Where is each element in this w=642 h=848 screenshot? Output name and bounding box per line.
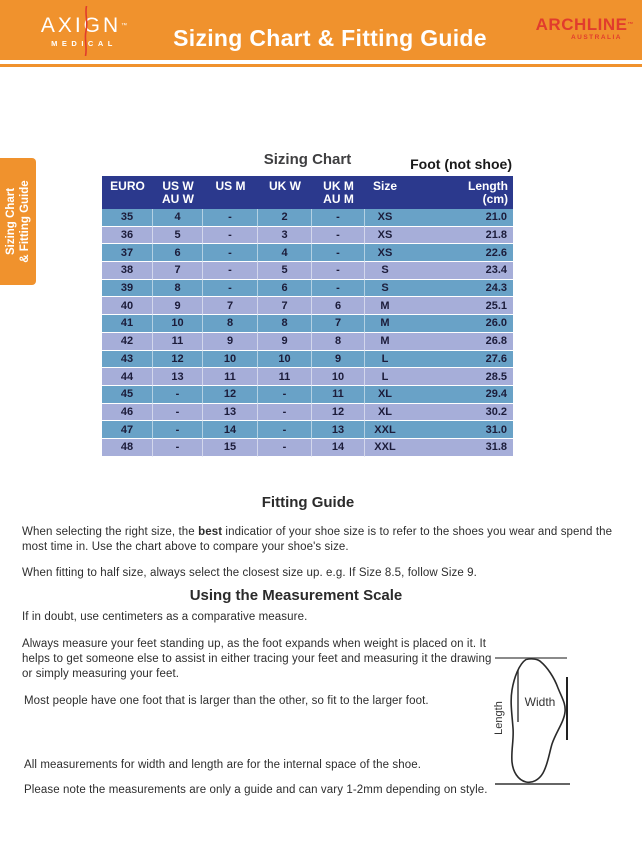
sizing-table bbox=[102, 176, 513, 457]
table-cell: XS bbox=[365, 227, 405, 245]
table-cell: 36 bbox=[102, 227, 153, 245]
table-cell: L bbox=[365, 351, 405, 369]
table-cell: 11 bbox=[203, 368, 258, 386]
axign-name-text: AXIGN bbox=[40, 14, 122, 37]
table-cell: 45 bbox=[102, 386, 153, 404]
col-header-length-line1: Length bbox=[468, 179, 508, 193]
table-cell: 4 bbox=[258, 244, 312, 262]
table-cell: 7 bbox=[153, 262, 203, 280]
table-cell: 42 bbox=[102, 333, 153, 351]
axign-tm-mark: ™ bbox=[121, 23, 128, 29]
table-cell: 47 bbox=[102, 421, 153, 439]
table-cell: 21.8 bbox=[405, 227, 513, 245]
table-cell: 12 bbox=[312, 404, 365, 422]
p1-bold-word: best bbox=[198, 526, 223, 538]
table-cell: 8 bbox=[258, 315, 312, 333]
archline-logo-subtitle: AUSTRALIA bbox=[570, 34, 622, 41]
header-divider-rule bbox=[0, 64, 642, 67]
table-cell: 10 bbox=[203, 351, 258, 369]
table-cell: XL bbox=[365, 404, 405, 422]
archline-name-text: ARCHLINE bbox=[535, 15, 628, 34]
table-row bbox=[102, 386, 513, 404]
table-cell: 14 bbox=[203, 421, 258, 439]
table-cell: 27.6 bbox=[405, 351, 513, 369]
table-cell: - bbox=[203, 209, 258, 227]
table-cell: 6 bbox=[153, 244, 203, 262]
page-title: Sizing Chart & Fitting Guide bbox=[173, 25, 487, 51]
measurement-paragraph-2: Always measure your feet standing up, as the foot expands when weight is placed on it. It helps to get someone else to assist in either tracing your feet and measuring it the drawing or simply measuring your feet. bbox=[22, 638, 492, 680]
side-tab-line1: Sizing Chart bbox=[5, 187, 17, 256]
table-cell: 11 bbox=[312, 386, 365, 404]
table-cell: - bbox=[258, 439, 312, 457]
table-cell: 13 bbox=[312, 421, 365, 439]
table-cell: 10 bbox=[258, 351, 312, 369]
table-cell: XL bbox=[365, 386, 405, 404]
table-cell: 7 bbox=[258, 297, 312, 315]
table-cell: 43 bbox=[102, 351, 153, 369]
table-cell: 25.1 bbox=[405, 297, 513, 315]
table-cell: 9 bbox=[153, 297, 203, 315]
col-header-size: Size bbox=[365, 176, 405, 209]
p1-post-text: indicatior of your shoe size is to refer to the shoes you wear and spend the most time in. Use the chart above to compare your shoe's size. bbox=[22, 526, 613, 553]
table-cell: - bbox=[203, 262, 258, 280]
table-cell: - bbox=[312, 227, 365, 245]
table-cell: 5 bbox=[153, 227, 203, 245]
side-tab-line2: & Fitting Guide bbox=[19, 180, 31, 263]
fitting-guide-paragraph-1 bbox=[22, 525, 626, 555]
width-label: Width bbox=[524, 695, 556, 709]
table-cell: 2 bbox=[258, 209, 312, 227]
table-row bbox=[102, 368, 513, 386]
table-row bbox=[102, 209, 513, 227]
header-banner bbox=[0, 0, 642, 60]
measurement-scale-heading: Using the Measurement Scale bbox=[189, 587, 403, 604]
table-cell: 39 bbox=[102, 280, 153, 298]
fitting-guide-paragraph-2: When fitting to half size, always select the closest size up. e.g. If Size 8.5, follow Size 9. bbox=[22, 567, 477, 579]
measurement-paragraph-4: All measurements for width and length are for the internal space of the shoe. bbox=[24, 759, 422, 771]
table-cell: 9 bbox=[258, 333, 312, 351]
fitting-guide-heading: Fitting Guide bbox=[261, 494, 355, 511]
table-cell: 37 bbox=[102, 244, 153, 262]
table-row bbox=[102, 333, 513, 351]
table-cell: 12 bbox=[153, 351, 203, 369]
col-header-euro: EURO bbox=[102, 176, 153, 209]
axign-logo-subtitle: MEDICAL bbox=[51, 39, 117, 48]
table-cell: - bbox=[258, 386, 312, 404]
table-cell: XS bbox=[365, 209, 405, 227]
table-cell: 5 bbox=[258, 262, 312, 280]
table-cell: 26.8 bbox=[405, 333, 513, 351]
table-cell: 12 bbox=[203, 386, 258, 404]
table-cell: 13 bbox=[153, 368, 203, 386]
table-cell: 10 bbox=[312, 368, 365, 386]
table-cell: XS bbox=[365, 244, 405, 262]
foot-not-shoe-label: Foot (not shoe) bbox=[410, 156, 512, 172]
header-row bbox=[102, 176, 513, 209]
archline-logo-name bbox=[506, 16, 634, 34]
table-cell: - bbox=[153, 439, 203, 457]
table-cell: 7 bbox=[312, 315, 365, 333]
archline-logo bbox=[506, 16, 634, 42]
table-cell: - bbox=[153, 404, 203, 422]
col-header-usw-line2: AU W bbox=[162, 192, 194, 206]
table-cell: L bbox=[365, 368, 405, 386]
table-row bbox=[102, 227, 513, 245]
measurement-paragraph-1: If in doubt, use centimeters as a comparative measure. bbox=[22, 611, 308, 623]
foot-measurement-diagram bbox=[488, 648, 580, 796]
table-cell: - bbox=[258, 421, 312, 439]
table-cell: 35 bbox=[102, 209, 153, 227]
table-cell: M bbox=[365, 315, 405, 333]
axign-medical-logo bbox=[24, 6, 144, 56]
col-header-ukw: UK W bbox=[258, 176, 312, 209]
table-cell: 4 bbox=[153, 209, 203, 227]
table-cell: 7 bbox=[203, 297, 258, 315]
table-row bbox=[102, 404, 513, 422]
table-cell: 22.6 bbox=[405, 244, 513, 262]
table-cell: 46 bbox=[102, 404, 153, 422]
p1-pre-text: When selecting the right size, the bbox=[22, 526, 199, 538]
table-cell: 48 bbox=[102, 439, 153, 457]
table-cell: - bbox=[153, 421, 203, 439]
table-cell: 6 bbox=[258, 280, 312, 298]
table-cell: 13 bbox=[203, 404, 258, 422]
table-cell: 31.8 bbox=[405, 439, 513, 457]
col-header-ukm-line2: AU M bbox=[323, 192, 354, 206]
table-cell: 30.2 bbox=[405, 404, 513, 422]
table-cell: 14 bbox=[312, 439, 365, 457]
table-cell: 23.4 bbox=[405, 262, 513, 280]
table-cell: M bbox=[365, 297, 405, 315]
table-cell: 41 bbox=[102, 315, 153, 333]
side-tab-label bbox=[0, 158, 36, 285]
table-cell: 8 bbox=[203, 315, 258, 333]
table-cell: 9 bbox=[312, 351, 365, 369]
measurement-paragraph-3: Most people have one foot that is larger than the other, so fit to the larger foot. bbox=[24, 695, 429, 707]
table-cell: - bbox=[312, 244, 365, 262]
table-cell: - bbox=[312, 280, 365, 298]
table-cell: 6 bbox=[312, 297, 365, 315]
table-cell: 10 bbox=[153, 315, 203, 333]
table-cell: 21.0 bbox=[405, 209, 513, 227]
table-cell: S bbox=[365, 262, 405, 280]
col-header-usm: US M bbox=[203, 176, 258, 209]
table-row bbox=[102, 315, 513, 333]
sizing-table-body bbox=[102, 209, 513, 457]
table-cell: 44 bbox=[102, 368, 153, 386]
table-cell: 24.3 bbox=[405, 280, 513, 298]
table-row bbox=[102, 244, 513, 262]
table-cell: 15 bbox=[203, 439, 258, 457]
table-cell: 11 bbox=[153, 333, 203, 351]
measurement-paragraph-5: Please note the measurements are only a guide and can vary 1-2mm depending on style. bbox=[24, 784, 488, 796]
table-cell: - bbox=[258, 404, 312, 422]
table-cell: 8 bbox=[312, 333, 365, 351]
col-header-usw bbox=[153, 176, 203, 209]
length-label: Length bbox=[493, 701, 505, 735]
table-row bbox=[102, 421, 513, 439]
table-row bbox=[102, 280, 513, 298]
col-header-usw-line1: US W bbox=[162, 179, 194, 193]
table-cell: 9 bbox=[203, 333, 258, 351]
col-header-length bbox=[405, 176, 513, 209]
archline-tm-mark: ™ bbox=[627, 22, 634, 28]
foot-outline bbox=[511, 659, 565, 783]
table-cell: 28.5 bbox=[405, 368, 513, 386]
table-row bbox=[102, 351, 513, 369]
col-header-length-line2: (cm) bbox=[482, 192, 508, 206]
table-cell: 31.0 bbox=[405, 421, 513, 439]
table-cell: 3 bbox=[258, 227, 312, 245]
table-cell: - bbox=[203, 244, 258, 262]
col-header-ukm-line1: UK M bbox=[323, 179, 354, 193]
table-cell: - bbox=[312, 209, 365, 227]
table-cell: S bbox=[365, 280, 405, 298]
table-cell: 29.4 bbox=[405, 386, 513, 404]
axign-logo-line-icon bbox=[82, 6, 90, 56]
table-cell: XXL bbox=[365, 421, 405, 439]
table-cell: - bbox=[203, 227, 258, 245]
table-cell: M bbox=[365, 333, 405, 351]
table-cell: - bbox=[153, 386, 203, 404]
table-cell: - bbox=[312, 262, 365, 280]
sizing-chart-heading: Sizing Chart bbox=[263, 151, 352, 168]
table-cell: XXL bbox=[365, 439, 405, 457]
col-header-ukm bbox=[312, 176, 365, 209]
table-cell: 8 bbox=[153, 280, 203, 298]
side-tab bbox=[0, 158, 36, 285]
table-row bbox=[102, 439, 513, 457]
table-cell: 40 bbox=[102, 297, 153, 315]
table-cell: 38 bbox=[102, 262, 153, 280]
table-cell: 11 bbox=[258, 368, 312, 386]
table-row bbox=[102, 297, 513, 315]
sizing-table-header bbox=[102, 176, 513, 209]
table-cell: - bbox=[203, 280, 258, 298]
table-cell: 26.0 bbox=[405, 315, 513, 333]
table-row bbox=[102, 262, 513, 280]
